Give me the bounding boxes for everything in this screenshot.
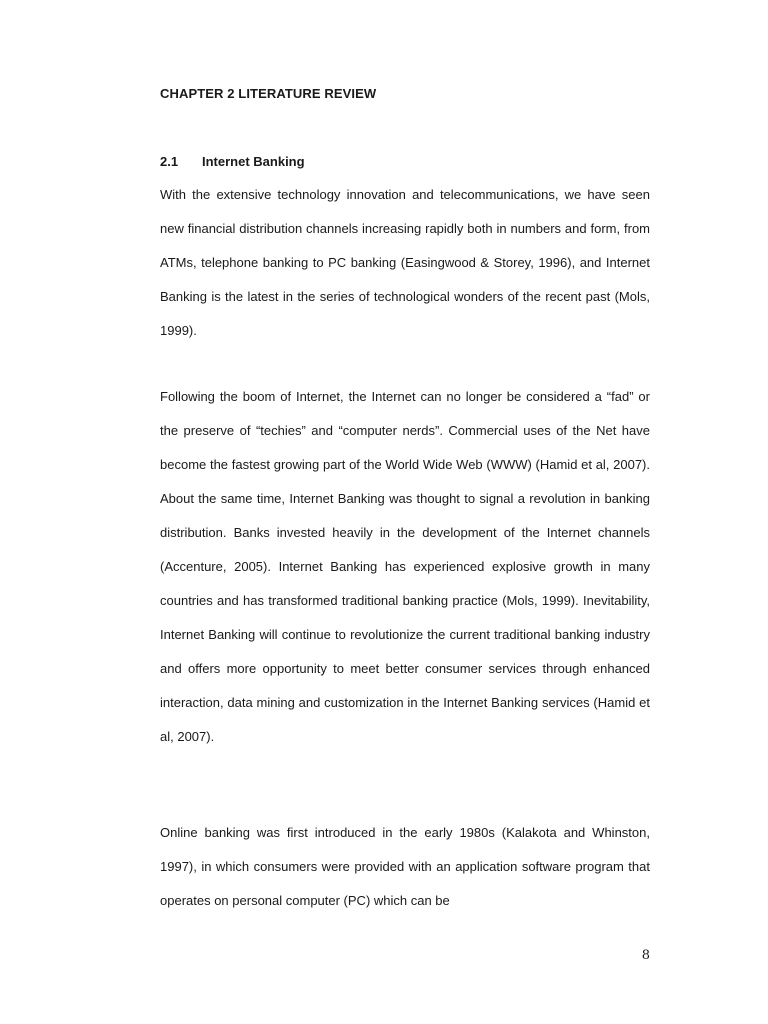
paragraph-2: Following the boom of Internet, the Internet can no longer be considered a “fad” or the preserve of “techies” and “computer nerds”. Commercial uses of the Net have become the fastest growing part of the World Wide Web (WWW) (Hamid et al, 2007). About the same time, Internet Banking was thought to signal a revolution in banking distribution. Banks invested heavily in the development of the Internet channels (Accenture, 2005). Internet Banking has experienced explosive growth in many countries and has transformed traditional banking practice (Mols, 1999). Inevitability, Internet Banking will continue to revolutionize the current traditional banking industry and offers more opportunity to meet better consumer services through enhanced interaction, data mining and customization in the Internet Banking services (Hamid et al, 2007). [160, 389, 650, 744]
chapter-heading: CHAPTER 2 LITERATURE REVIEW [160, 86, 377, 101]
page-number: 8 [641, 948, 650, 963]
section-title: Internet Banking [202, 154, 305, 169]
paragraph-1: With the extensive technology innovation and telecommunications, we have seen new financial distribution channels increasing rapidly both in numbers and form, from ATMs, telephone banking to PC banking (Easingwood & Storey, 1996), and Internet Banking is the latest in the series of technological wonders of the recent past (Mols, 1999). [160, 187, 650, 338]
section-heading [160, 154, 305, 169]
section-number: 2.1 [160, 154, 179, 169]
paragraph-3: Online banking was first introduced in the early 1980s (Kalakota and Whinston, 1997), in which consumers were provided with an application software program that operates on personal computer (PC) which can be [160, 825, 650, 908]
